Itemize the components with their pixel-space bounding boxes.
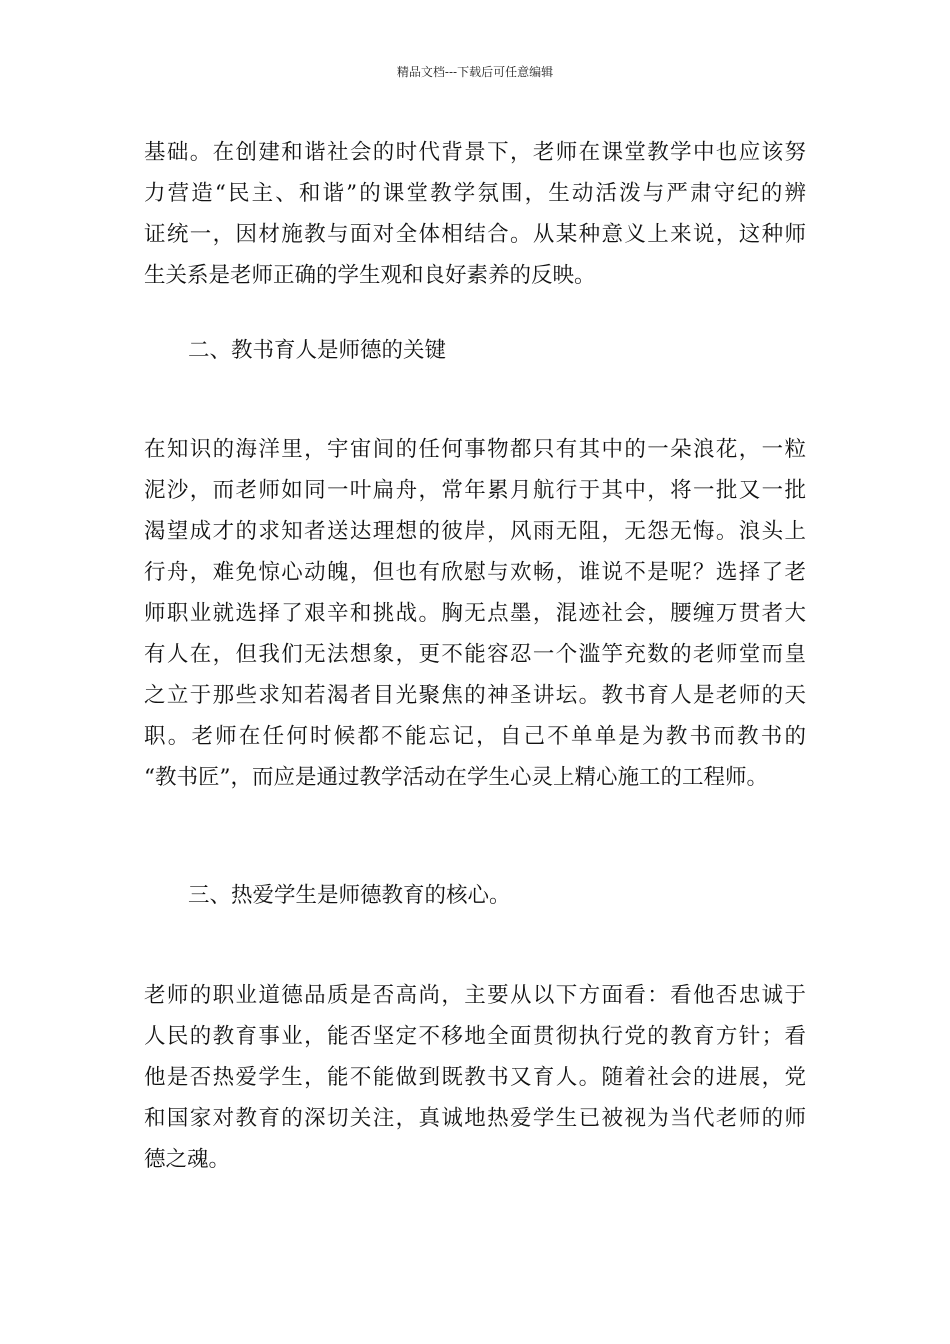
text-line: 德之魂。 (144, 1147, 231, 1172)
text-line: 行舟，难免惊心动魄，但也有欣慰与欢畅，谁说不是呢？选择了老 (144, 560, 806, 585)
text-line: 和国家对教育的深切关注，真诚地热爱学生已被视为当代老师的师 (144, 1106, 806, 1131)
text-line: 在知识的海洋里，宇宙间的任何事物都只有其中的一朵浪花，一粒 (144, 437, 806, 462)
text-line: 证统一，因材施教与面对全体相结合。从某种意义上来说，这种师 (144, 222, 806, 247)
text-line: 职。老师在任何时候都不能忘记，自己不单单是为教书而教书的 (144, 724, 806, 749)
text-line: 基础。在创建和谐社会的时代背景下，老师在课堂教学中也应该努 (144, 140, 806, 165)
page-header: 精品文档---下载后可任意编辑 (396, 65, 554, 79)
text-line: 渴望成才的求知者送达理想的彼岸，风雨无阻，无怨无悔。浪头上 (144, 519, 806, 544)
text-line: 人民的教育事业，能否坚定不移地全面贯彻执行党的教育方针；看 (144, 1024, 806, 1049)
paragraph-2 (144, 429, 806, 798)
section-heading-2: 二、教书育人是师德的关键 (188, 338, 447, 363)
paragraph-1 (144, 132, 806, 296)
section-heading-3: 三、热爱学生是师德教育的核心。 (188, 883, 511, 908)
text-line: 泥沙，而老师如同一叶扁舟，常年累月航行于其中，将一批又一批 (144, 478, 806, 503)
text-line: 之立于那些求知若渴者目光聚焦的神圣讲坛。教书育人是老师的天 (144, 683, 806, 708)
paragraph-3 (144, 975, 806, 1180)
text-line: 有人在，但我们无法想象，更不能容忍一个滥竽充数的老师堂而皇 (144, 642, 806, 667)
text-line: 师职业就选择了艰辛和挑战。胸无点墨，混迹社会，腰缠万贯者大 (144, 601, 806, 626)
text-line: 力营造“民主、和谐”的课堂教学氛围，生动活泼与严肃守纪的辨 (144, 181, 806, 206)
text-line: 他是否热爱学生，能不能做到既教书又育人。随着社会的进展，党 (144, 1065, 806, 1090)
text-line: 老师的职业道德品质是否高尚，主要从以下方面看：看他否忠诚于 (144, 983, 806, 1008)
text-line: “教书匠”，而应是通过教学活动在学生心灵上精心施工的工程师。 (144, 765, 768, 790)
text-line: 生关系是老师正确的学生观和良好素养的反映。 (144, 263, 596, 288)
